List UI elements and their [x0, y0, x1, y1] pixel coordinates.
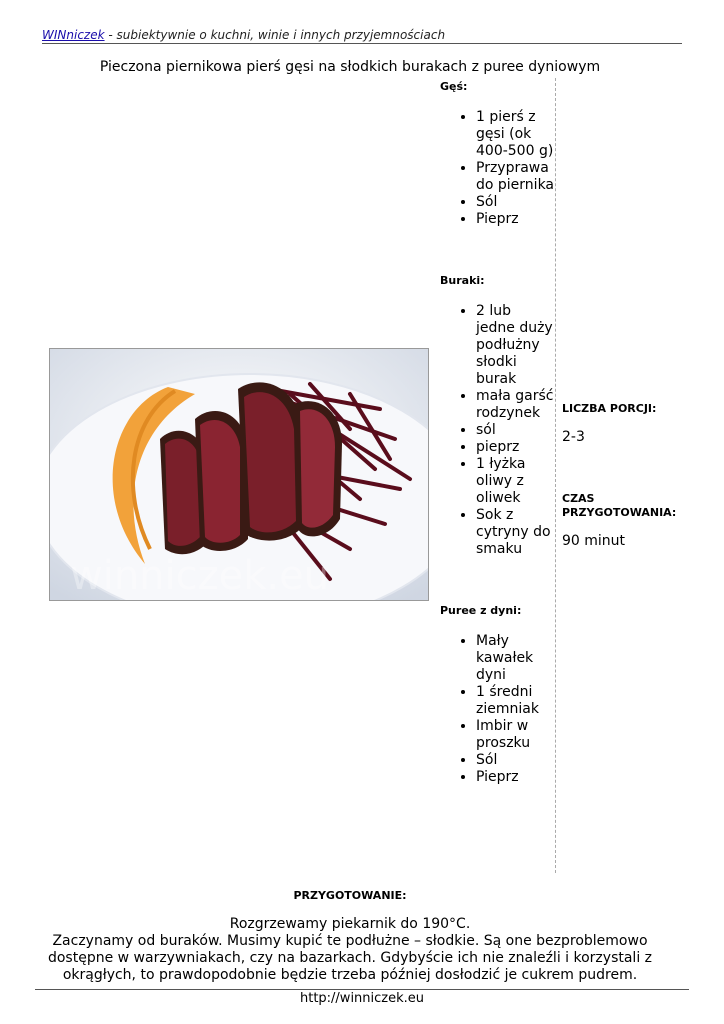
ingredient-item: • pieprz: [476, 439, 554, 456]
page-header: [42, 27, 682, 44]
ingredient-item: • 2 lub jedne duży podłużny słodki burak: [476, 303, 554, 388]
ingredient-item: • 1 pierś z gęsi (ok 400-500 g): [476, 109, 554, 160]
section-beets: [440, 274, 554, 558]
ingredient-list: [440, 109, 554, 228]
preparation-title: PRZYGOTOWANIE:: [293, 889, 407, 902]
recipe-title: Pieczona piernikowa pierś gęsi na słodkich burakach z puree dyniowym: [99, 59, 601, 75]
ingredients-column: [440, 80, 554, 786]
column-divider: [555, 78, 556, 873]
ingredient-item: • Sól: [476, 752, 554, 769]
servings-label: LICZBA PORCJI:: [562, 402, 657, 415]
time-value: 90 minut: [562, 533, 626, 549]
photo-roasted-goose-breast-icon: [50, 349, 428, 600]
servings-block: [562, 402, 712, 446]
section-title: Puree z dyni:: [440, 604, 522, 617]
time-block: [562, 492, 712, 550]
ingredient-item: • 1 łyżka oliwy z oliwek: [476, 456, 554, 507]
preparation-paragraph: Rozgrzewamy piekarnik do 190°C.: [229, 916, 471, 932]
site-link[interactable]: WINniczek: [42, 28, 105, 42]
section-title: Buraki:: [440, 274, 485, 287]
page-footer: [35, 989, 689, 1007]
ingredient-item: • Mały kawałek dyni: [476, 633, 554, 684]
ingredient-item: • Sok z cytryny do smaku: [476, 507, 554, 558]
section-pumpkin-puree: [440, 604, 554, 786]
ingredient-item: • 1 średni ziemniak: [476, 684, 554, 718]
preparation-text: [20, 916, 680, 984]
section-goose: [440, 80, 554, 228]
footer-url[interactable]: http://winniczek.eu: [299, 991, 425, 1006]
ingredient-item: • Imbir w proszku: [476, 718, 554, 752]
site-tagline: - subiektywnie o kuchni, winie i innych przyjemnościach: [104, 28, 446, 42]
ingredient-item: • Pieprz: [476, 769, 554, 786]
ingredient-list: [440, 303, 554, 558]
ingredient-item: • sól: [476, 422, 554, 439]
ingredient-item: • Przyprawa do piernika: [476, 160, 554, 194]
servings-value: 2-3: [562, 429, 585, 445]
recipe-photo: [49, 348, 429, 601]
time-label: CZAS PRZYGOTOWANIA:: [562, 492, 677, 519]
ingredient-item: • mała garść rodzynek: [476, 388, 554, 422]
ingredient-item: • Sól: [476, 194, 554, 211]
preparation-paragraph: Zaczynamy od buraków. Musimy kupić te podłużne – słodkie. Są one bezproblemowo dostępne w warzywniakach, czy na bazarkach. Gdybyście ich nie znaleźli i korzystali z okrągłych, to prawdopodobnie będzie trzeba później dosłodzić je cukrem pudrem.: [47, 933, 653, 983]
watermark-text: winniczek.eu: [70, 553, 330, 599]
ingredient-list: [440, 633, 554, 786]
ingredient-item: • Pieprz: [476, 211, 554, 228]
section-title: Gęś:: [440, 80, 468, 93]
